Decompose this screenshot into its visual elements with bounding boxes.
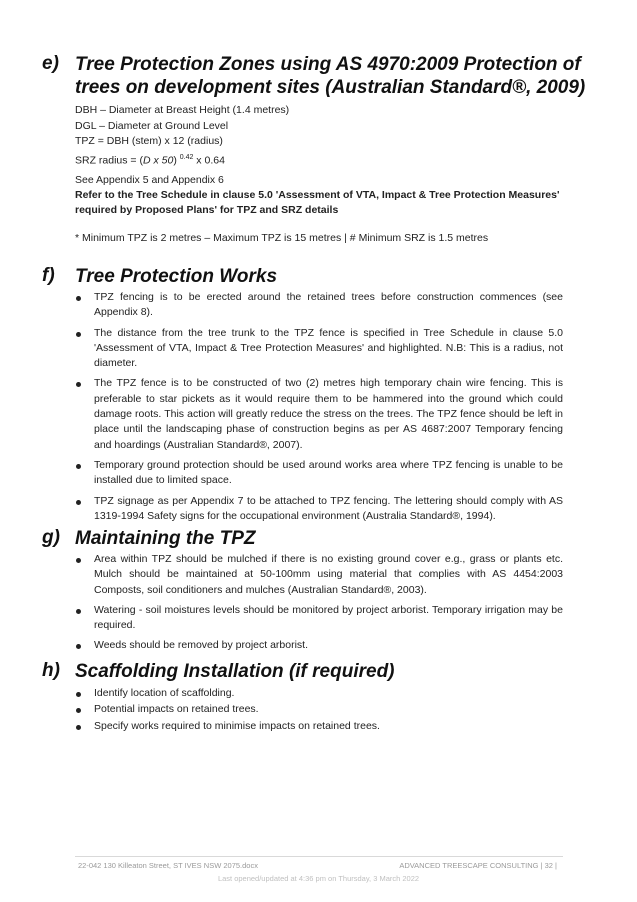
bullet-icon — [76, 644, 81, 649]
list-item: Watering - soil moistures levels should be monitored by project arborist. Temporary irrigation may be required. — [75, 603, 563, 634]
list-item: The distance from the tree trunk to the TPZ fence is specified in Tree Schedule in clause 5.0 'Assessment of VTA, Impact & Tree Protection Measures' and highlighted. N.B: This is a radius, not diameter. — [75, 326, 563, 372]
tpz-srz-note: * Minimum TPZ is 2 metres – Maximum TPZ is 15 metres | # Minimum SRZ is 1.5 metres — [75, 232, 489, 244]
tpz-formula: TPZ = DBH (stem) x 12 (radius) — [75, 135, 223, 147]
section-f-title: Tree Protection Works — [75, 266, 278, 287]
section-g-letter: g) — [42, 527, 60, 548]
section-h-heading — [42, 660, 602, 684]
section-e-heading — [42, 53, 602, 101]
scaffolding-list — [75, 686, 563, 735]
list-item: Potential impacts on retained trees. — [75, 702, 563, 717]
dgl-definition: DGL – Diameter at Ground Level — [75, 119, 229, 132]
footer-filename: 22-042 130 Killeaton Street, ST IVES NSW 2075.docx — [78, 861, 258, 870]
bullet-icon — [76, 296, 81, 301]
list-item: Weeds should be removed by project arborist. — [75, 638, 563, 653]
srz-formula: SRZ radius = (D x 50) $^{0.42}$ x 0.64 — [75, 153, 225, 166]
section-e-title: Tree Protection Zones using AS 4970:2009 Protection of trees on development sites (Australian Standard®, 2009) — [75, 54, 586, 98]
maintaining-tpz-list — [75, 552, 563, 659]
footer-divider — [75, 856, 563, 857]
bullet-icon — [76, 464, 81, 469]
dbh-definition: DBH – Diameter at Breast Height (1.4 metres) — [75, 104, 290, 116]
bullet-icon — [76, 332, 81, 337]
footer-last-updated: Last opened/updated at 4:36 pm on Thursday, 3 March 2022 — [217, 874, 420, 883]
section-h-letter: h) — [42, 660, 60, 681]
bullet-icon — [76, 558, 81, 563]
section-f-heading — [42, 265, 602, 289]
list-item: Area within TPZ should be mulched if there is no existing ground cover e.g., grass or plants etc. Mulch should be maintained at 50-100mm using material that complies with AS 4454:2003 Composts, soil conditioners and mulches (Australian Standard®, 2003). — [75, 552, 563, 598]
tree-protection-works-list — [75, 290, 563, 529]
section-f-letter: f) — [42, 265, 55, 286]
list-item: Temporary ground protection should be used around works area where TPZ fencing is unable to be installed due to limited space. — [75, 458, 563, 489]
list-item: The TPZ fence is to be constructed of two (2) metres high temporary chain wire fencing. This is preferable to star pickets as it would require them to be hammered into the ground which could damage roots. This action will greatly reduce the stress on the trees. The TPZ fence should be left in place until the landscaping phase of construction begins as per AS 4687:2007 Temporary fencing and hoardings (Australian Standard®, 2007). — [75, 376, 563, 452]
list-item: TPZ fencing is to be erected around the retained trees before construction commences (see Appendix 8). — [75, 290, 563, 321]
definitions-list — [75, 103, 289, 169]
list-item: Specify works required to minimise impacts on retained trees. — [75, 719, 563, 734]
bullet-icon — [76, 500, 81, 505]
section-e-letter: e) — [42, 53, 59, 74]
section-h-title: Scaffolding Installation (if required) — [75, 661, 395, 682]
bullet-icon — [76, 708, 81, 713]
section-g-title: Maintaining the TPZ — [75, 528, 256, 549]
list-item: TPZ signage as per Appendix 7 to be attached to TPZ fencing. The lettering should comply with AS 1319-1994 Safety signs for the occupational environment (Australia Standard®, 1994). — [75, 494, 563, 525]
refer-tree-schedule-text: Refer to the Tree Schedule in clause 5.0 'Assessment of VTA, Impact & Tree Protection Measures' required by Proposed Plans' for TPZ and SRZ details — [75, 189, 560, 216]
see-appendix-text: See Appendix 5 and Appendix 6 — [75, 174, 224, 186]
bullet-icon — [76, 725, 81, 730]
bullet-icon — [76, 609, 81, 614]
section-g-heading — [42, 527, 602, 551]
bullet-icon — [76, 692, 81, 697]
footer-company-page: ADVANCED TREESCAPE CONSULTING | 32 | — [399, 861, 557, 870]
list-item: Identify location of scaffolding. — [75, 686, 563, 701]
bullet-icon — [76, 382, 81, 387]
